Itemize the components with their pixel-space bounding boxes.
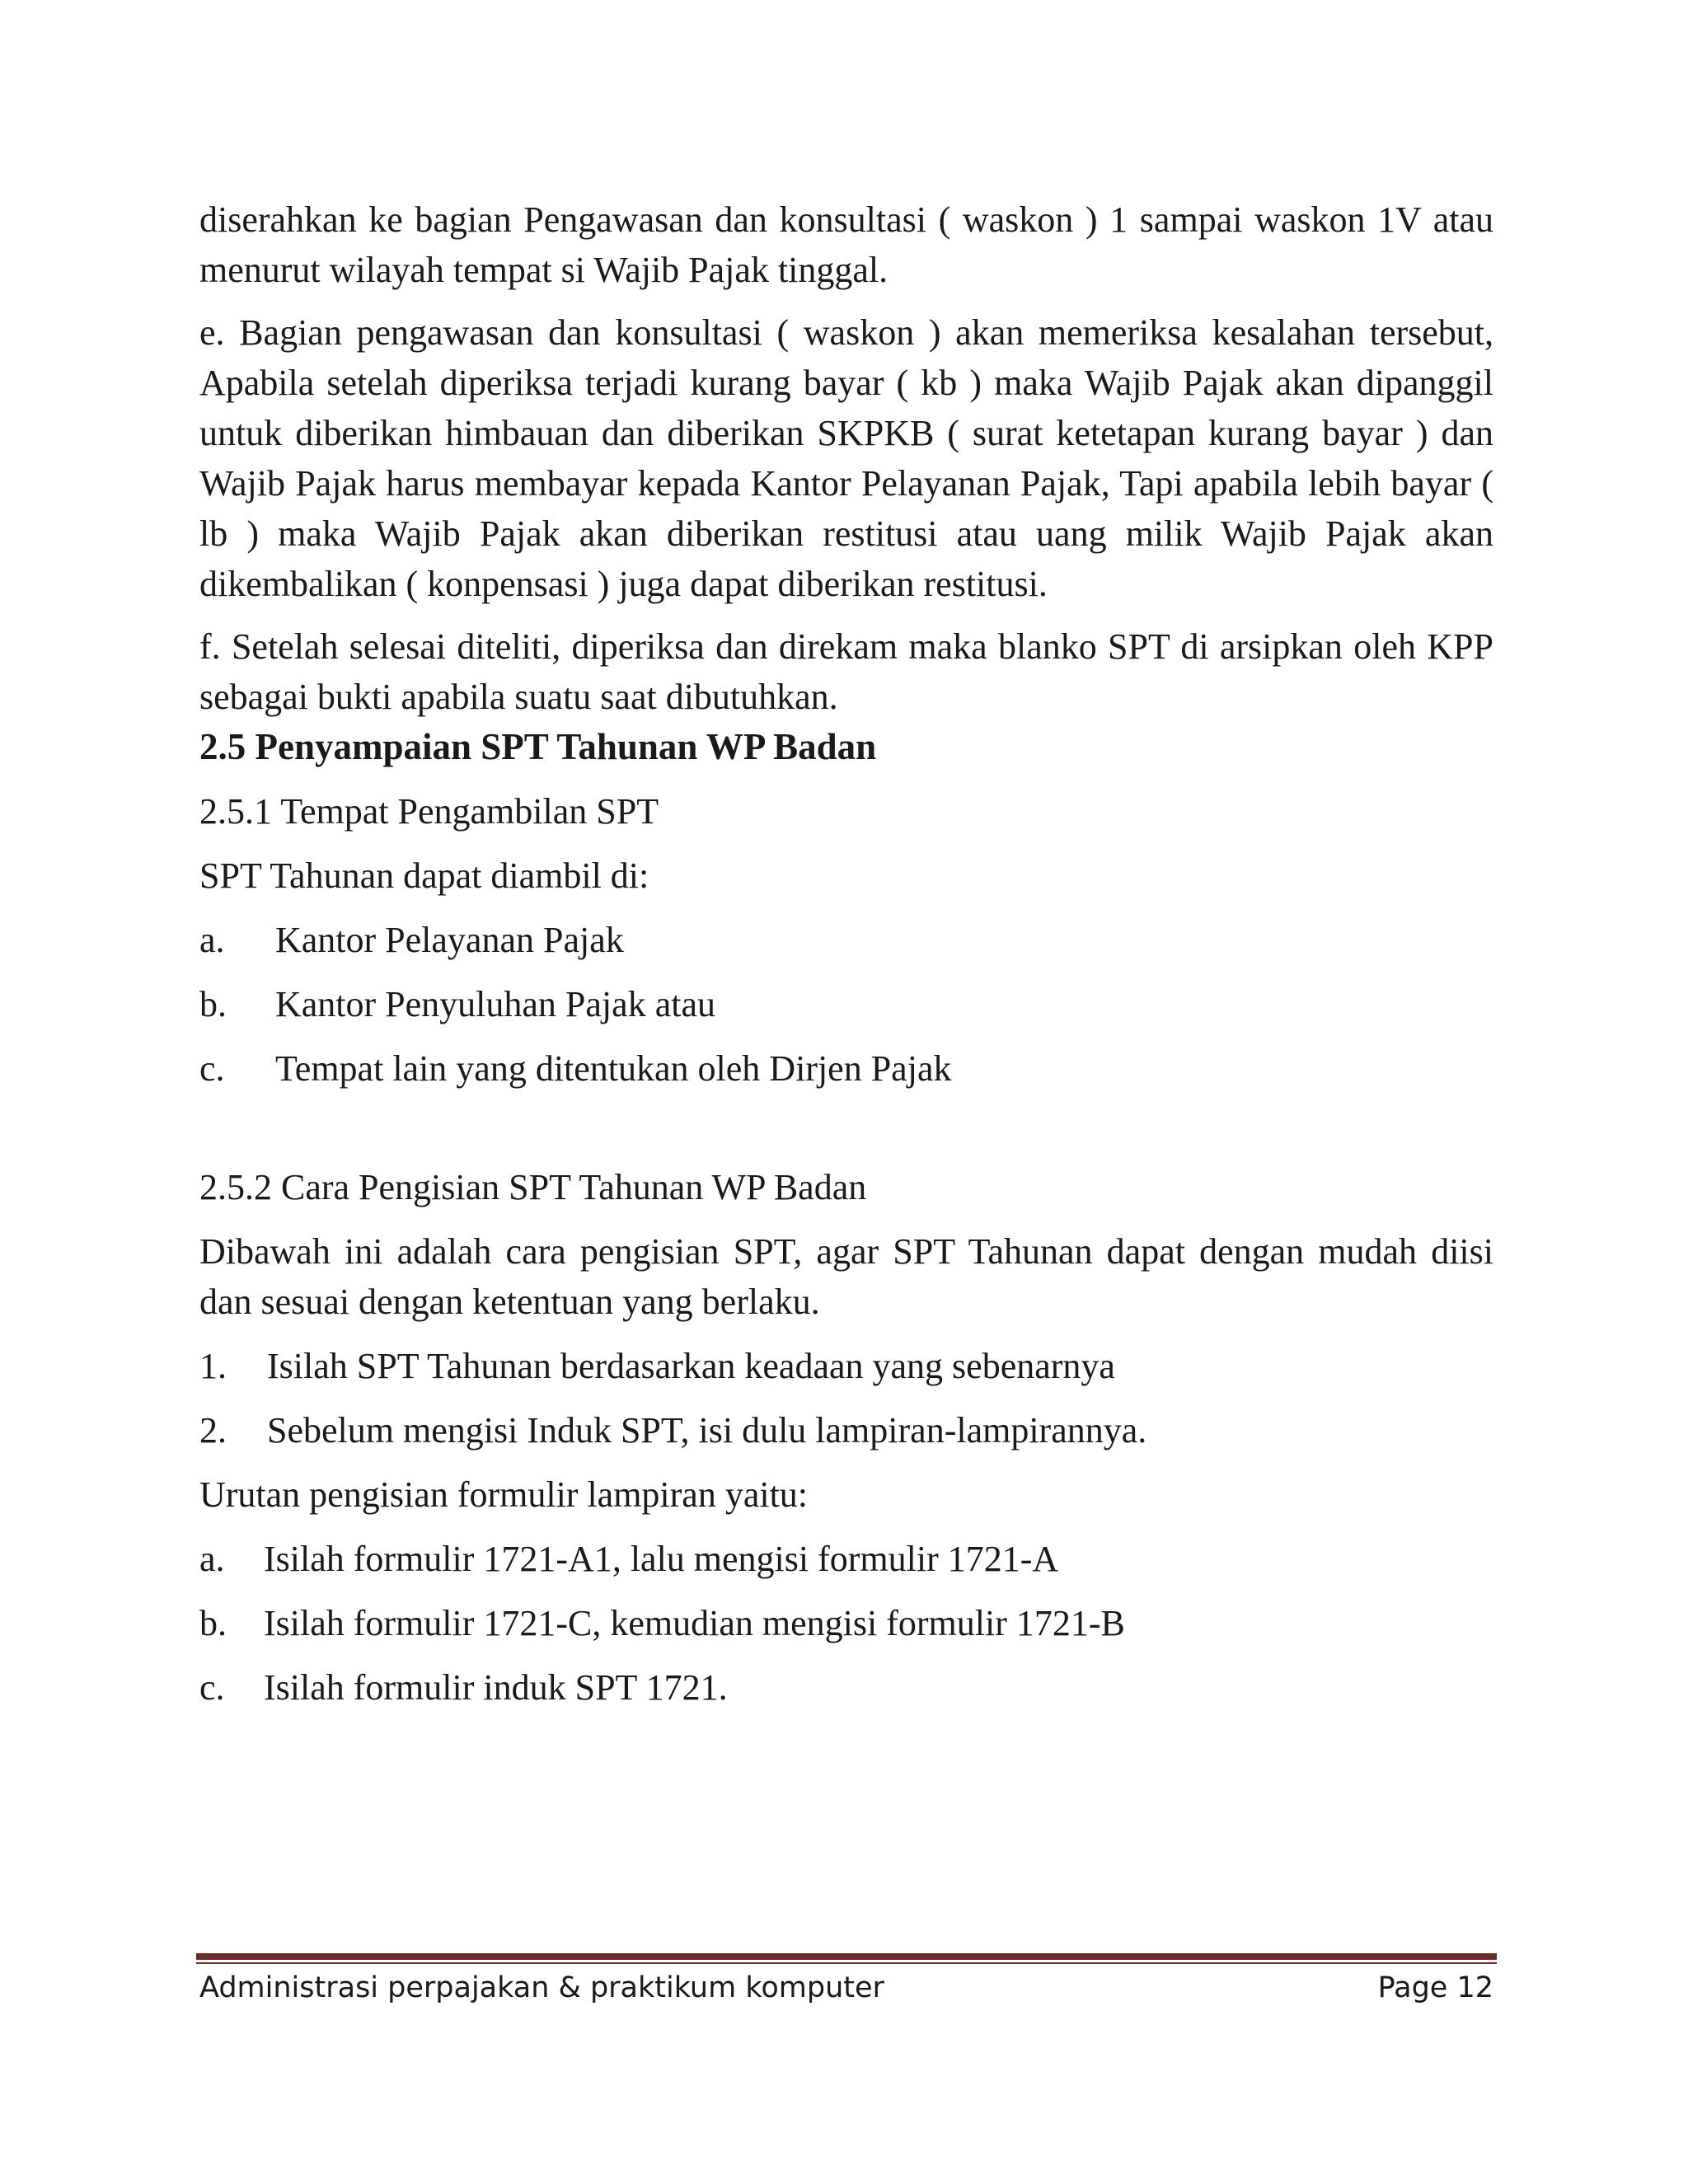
order-list — [199, 1534, 1493, 1713]
subsection-1-title: 2.5.1 Tempat Pengambilan SPT — [199, 791, 659, 832]
order-intro: Urutan pengisian formulir lampiran yaitu: — [199, 1474, 809, 1515]
footer-divider-thick — [196, 1953, 1497, 1960]
list-marker: c. — [199, 1048, 225, 1089]
list-item — [199, 1662, 1493, 1713]
list-marker: 2. — [199, 1410, 227, 1451]
paragraph-f: f. Setelah selesai diteliti, diperiksa dan direkam maka blanko SPT di arsipkan oleh KPP sebagai bukti apabila suatu saat dibutuhkan. — [199, 626, 1493, 717]
footer-divider-thin — [196, 1962, 1497, 1964]
list-marker: c. — [199, 1667, 225, 1708]
subsection-2-intro: Dibawah ini adalah cara pengisian SPT, agar SPT Tahunan dapat dengan mudah diisi dan sesuai dengan ketentuan yang berlaku. — [199, 1231, 1493, 1322]
footer-divider — [196, 1953, 1497, 1965]
list-item — [199, 1341, 1493, 1391]
list-item — [199, 1534, 1493, 1584]
list-text: Kantor Penyuluhan Pajak atau — [275, 984, 715, 1024]
page-body — [199, 194, 1493, 1713]
list-item — [199, 915, 1493, 965]
list-text: Isilah formulir induk SPT 1721. — [264, 1667, 728, 1708]
footer-title: Administrasi perpajakan & praktikum komputer — [199, 1971, 884, 2004]
list-item — [199, 1043, 1493, 1094]
list-marker: a. — [199, 1539, 225, 1579]
list-text: Kantor Pelayanan Pajak — [275, 920, 624, 960]
list-marker: b. — [199, 1603, 227, 1643]
list-text: Isilah formulir 1721-A1, lalu mengisi formulir 1721-A — [264, 1539, 1059, 1579]
subsection-1-intro: SPT Tahunan dapat diambil di: — [199, 855, 649, 896]
page-number: Page 12 — [1377, 1971, 1493, 2004]
places-list — [199, 915, 1493, 1094]
list-marker: a. — [199, 920, 225, 960]
section-heading: 2.5 Penyampaian SPT Tahunan WP Badan — [199, 726, 877, 767]
paragraph-e: e. Bagian pengawasan dan konsultasi ( waskon ) akan memeriksa kesalahan tersebut, Apabila setelah diperiksa terjadi kurang bayar ( kb ) maka Wajib Pajak akan dipanggil untuk diberikan himbauan dan diberikan SKPKB ( surat ketetapan kurang bayar ) dan Wajib Pajak harus membayar kepada Kantor Pelayanan Pajak, Tapi apabila lebih bayar ( lb ) maka Wajib Pajak akan diberikan restitusi atau uang milik Wajib Pajak akan dikembalikan ( konpensasi ) juga dapat diberikan restitusi. — [199, 312, 1493, 604]
list-text: Sebelum mengisi Induk SPT, isi dulu lampiran-lampirannya. — [267, 1410, 1147, 1451]
list-item — [199, 1598, 1493, 1648]
list-marker: b. — [199, 984, 227, 1024]
subsection-2-title: 2.5.2 Cara Pengisian SPT Tahunan WP Badan — [199, 1167, 867, 1207]
list-text: Isilah formulir 1721-C, kemudian mengisi formulir 1721-B — [264, 1603, 1125, 1643]
list-marker: 1. — [199, 1346, 227, 1386]
list-item — [199, 979, 1493, 1029]
paragraph-d-continuation: diserahkan ke bagian Pengawasan dan konsultasi ( waskon ) 1 sampai waskon 1V atau menurut wilayah tempat si Wajib Pajak tinggal. — [199, 199, 1493, 290]
steps-list — [199, 1341, 1493, 1455]
list-text: Isilah SPT Tahunan berdasarkan keadaan yang sebenarnya — [267, 1346, 1115, 1386]
page-footer — [199, 1968, 1493, 2008]
list-item — [199, 1405, 1493, 1455]
list-text: Tempat lain yang ditentukan oleh Dirjen Pajak — [275, 1048, 952, 1089]
